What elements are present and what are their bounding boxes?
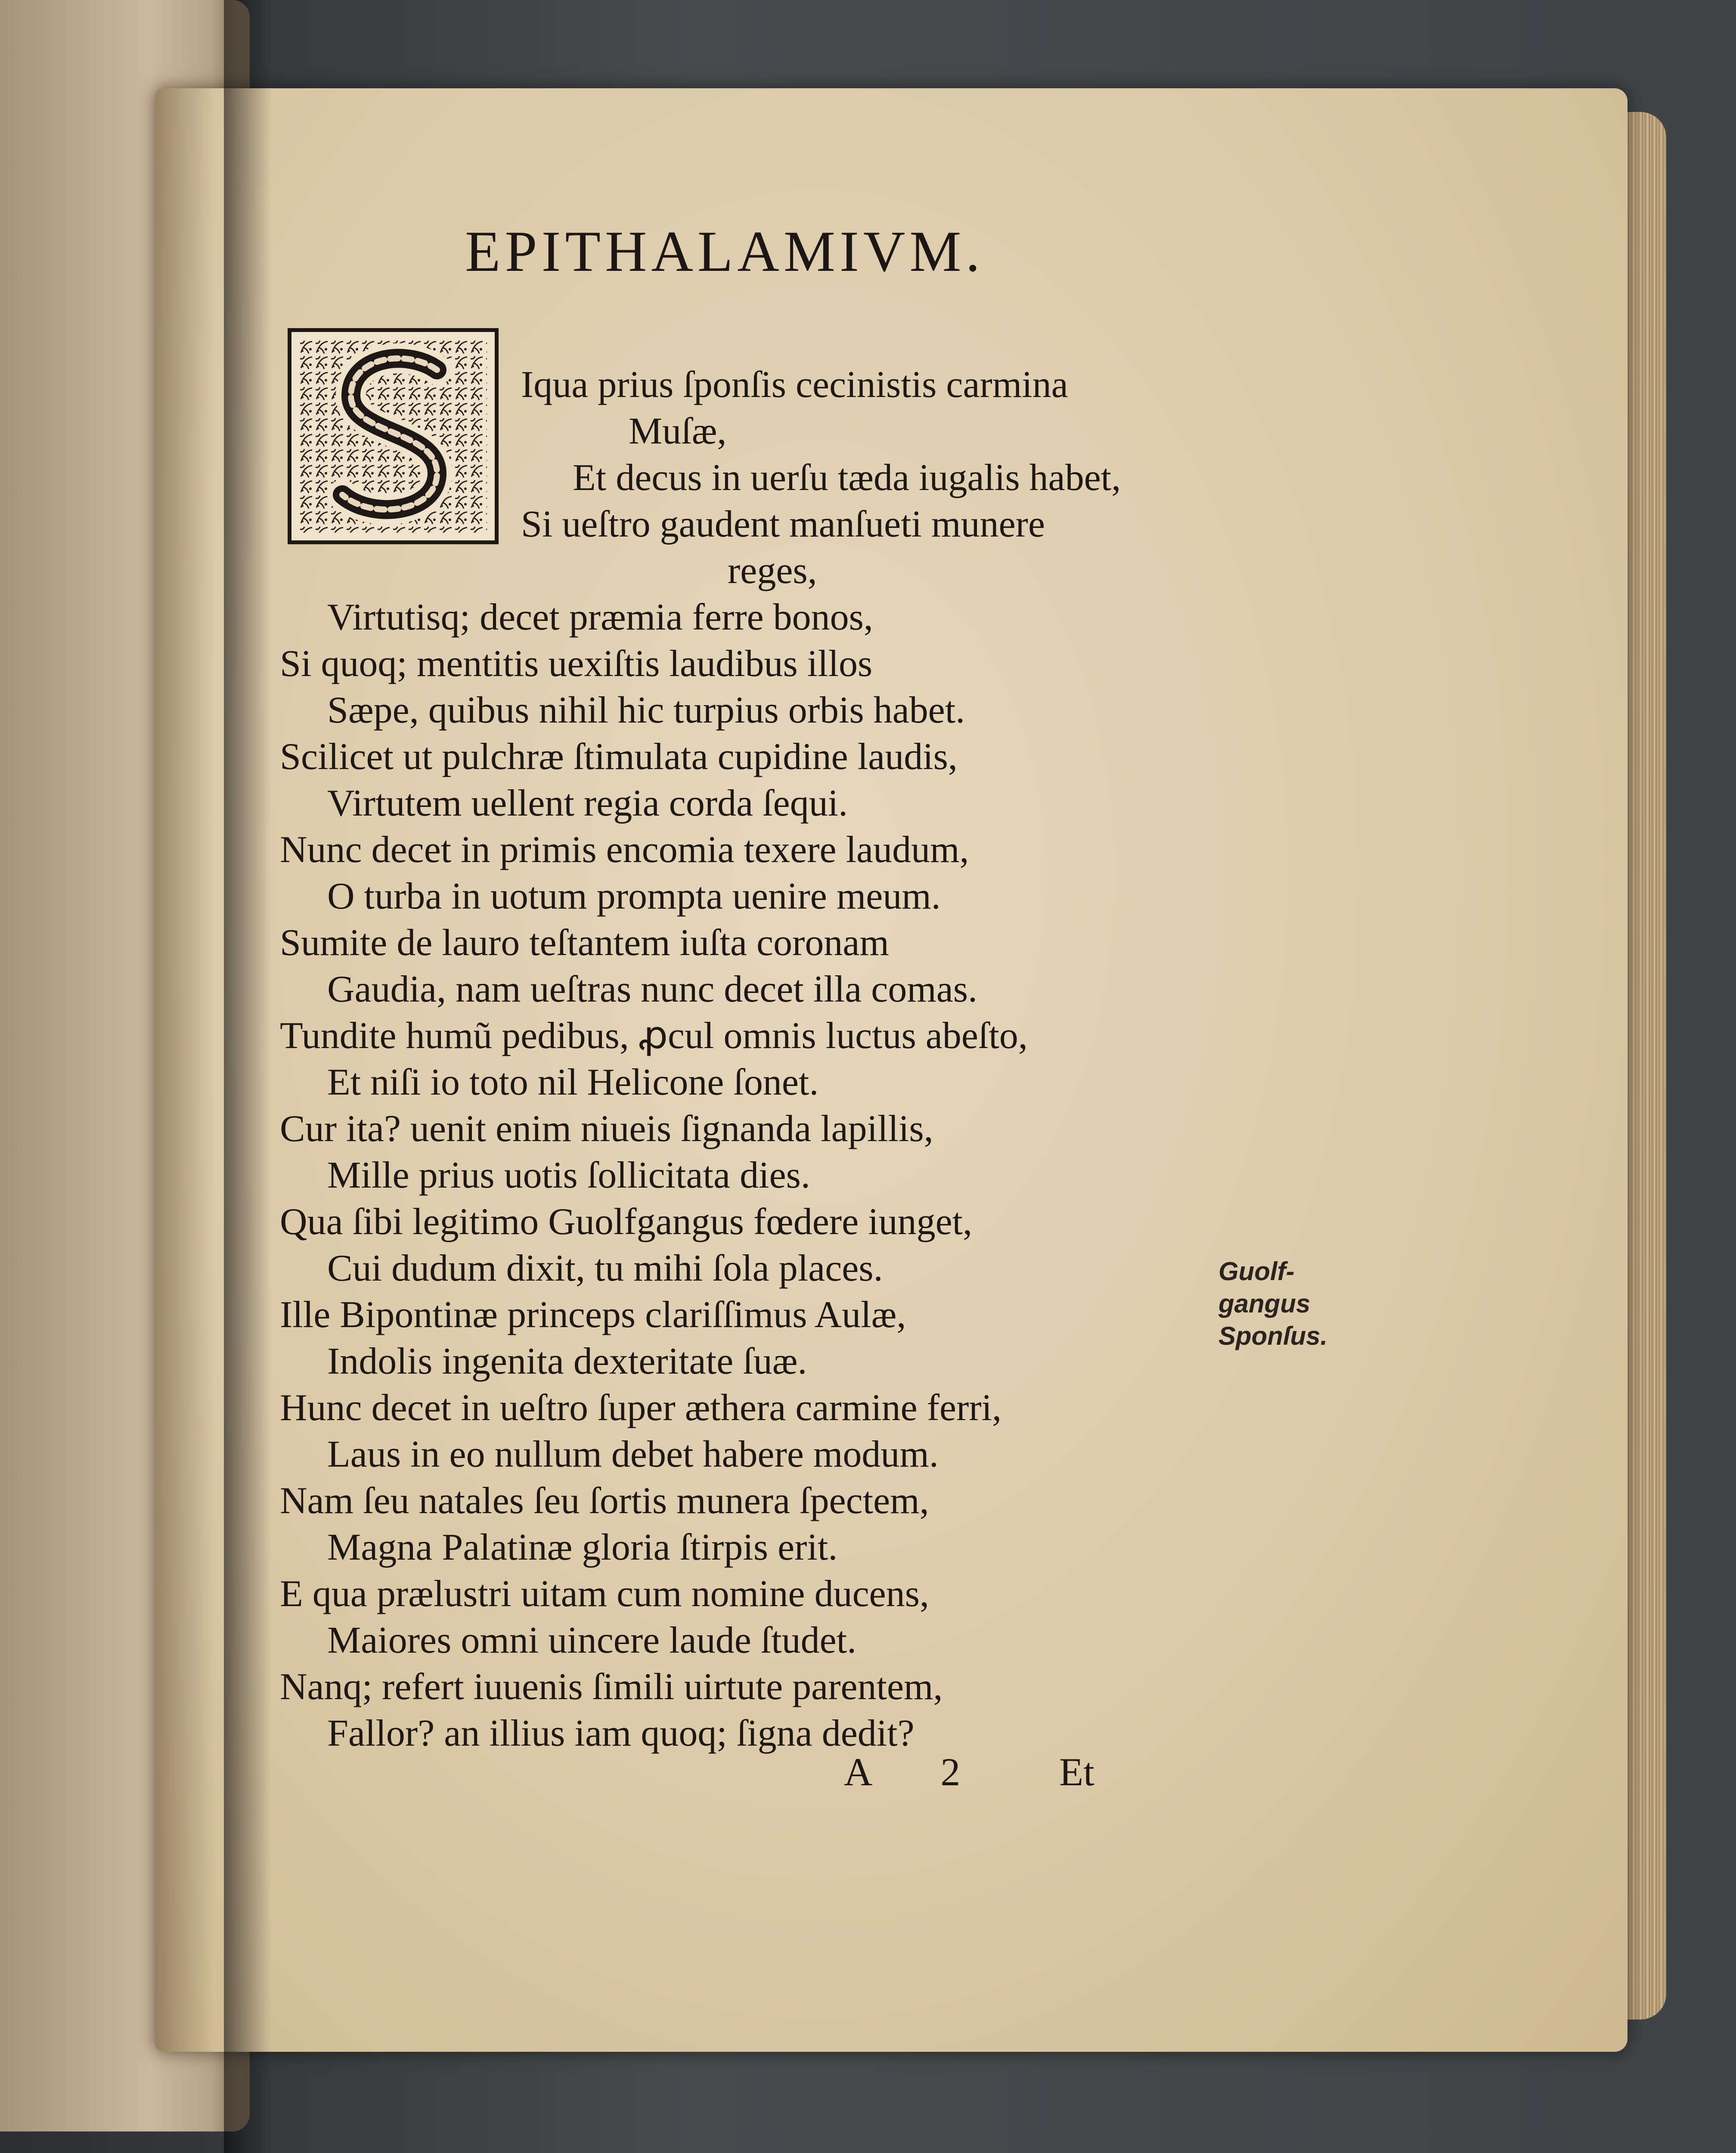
verse-line: Magna Palatinæ gloria ſtirpis erit. bbox=[327, 1526, 838, 1568]
verse-line: Cui dudum dixit, tu mihi ſola places. bbox=[327, 1247, 883, 1289]
verse-line: Nanq; refert iuuenis ſimili uirtute parentem, bbox=[280, 1666, 943, 1708]
marginal-note-line: gangus bbox=[1218, 1289, 1311, 1318]
marginal-note bbox=[1218, 1255, 1361, 1352]
poem-text bbox=[280, 362, 1270, 1757]
verse-line: Scilicet ut pulchræ ſtimulata cupidine laudis, bbox=[280, 736, 958, 778]
verse-line: Hunc decet in ueſtro ſuper æthera carmine ferri, bbox=[280, 1387, 1002, 1429]
verse-line: Gaudia, nam ueſtras nunc decet illa comas. bbox=[327, 968, 978, 1010]
verse-line: Mille prius uotis ſollicitata dies. bbox=[327, 1154, 810, 1196]
page-gutter-shadow bbox=[155, 88, 215, 2052]
verse-line: Laus in eo nullum debet habere modum. bbox=[327, 1433, 939, 1475]
page-title: EPITHALAMIVM. bbox=[465, 220, 985, 284]
verse-line: Ille Bipontinæ princeps clariſſimus Aulæ, bbox=[280, 1294, 906, 1336]
verse-line: Si ueſtro gaudent manſueti munere bbox=[521, 503, 1045, 545]
verse-line: Et decus in uerſu tæda iugalis habet, bbox=[573, 457, 1121, 499]
verse-line: Iqua prius ſponſis cecinistis carmina bbox=[521, 364, 1068, 406]
verse-line: Indolis ingenita dexteritate ſuæ. bbox=[327, 1340, 807, 1382]
verse-line: Virtutem uellent regia corda ſequi. bbox=[327, 782, 848, 824]
marginal-note-line: Sponſus. bbox=[1218, 1322, 1328, 1350]
verse-line: Maiores omni uincere laude ſtudet. bbox=[327, 1619, 857, 1661]
signature-mark: A 2 bbox=[844, 1750, 991, 1794]
verse-line: Sæpe, quibus nihil hic turpius orbis habet. bbox=[327, 689, 965, 731]
verse-line: Qua ſibi legitimo Guolfgangus fœdere iunget, bbox=[280, 1201, 973, 1243]
verse-line: Fallor? an illius iam quoq; ſigna dedit? bbox=[327, 1712, 914, 1754]
binding-shadow bbox=[224, 0, 271, 2153]
verse-line: Muſæ, bbox=[629, 410, 727, 452]
marginal-note-line: Guolf- bbox=[1218, 1257, 1295, 1286]
verse-line: Nunc decet in primis encomia texere laudum, bbox=[280, 829, 969, 871]
verse-line: O turba in uotum prompta uenire meum. bbox=[327, 875, 941, 917]
verse-line: Virtutisq; decet præmia ferre bonos, bbox=[327, 596, 873, 638]
catchword: Et bbox=[1059, 1750, 1094, 1794]
verse-line: Si quoq; mentitis uexiſtis laudibus illos bbox=[280, 643, 873, 685]
verse-line: Cur ita? uenit enim niueis ſignanda lapillis, bbox=[280, 1108, 933, 1150]
verse-line: Sumite de lauro teſtantem iuſta coronam bbox=[280, 922, 889, 964]
verse-line: E qua prælustri uitam cum nomine ducens, bbox=[280, 1573, 929, 1615]
verse-line: Nam ſeu natales ſeu ſortis munera ſpectem, bbox=[280, 1480, 929, 1522]
verse-line: Tundite humũ pedibus, ꝓcul omnis luctus abeſto, bbox=[280, 1015, 1028, 1057]
verse-line: Et niſi io toto nil Helicone ſonet. bbox=[327, 1061, 819, 1103]
verse-line: reges, bbox=[728, 550, 817, 592]
